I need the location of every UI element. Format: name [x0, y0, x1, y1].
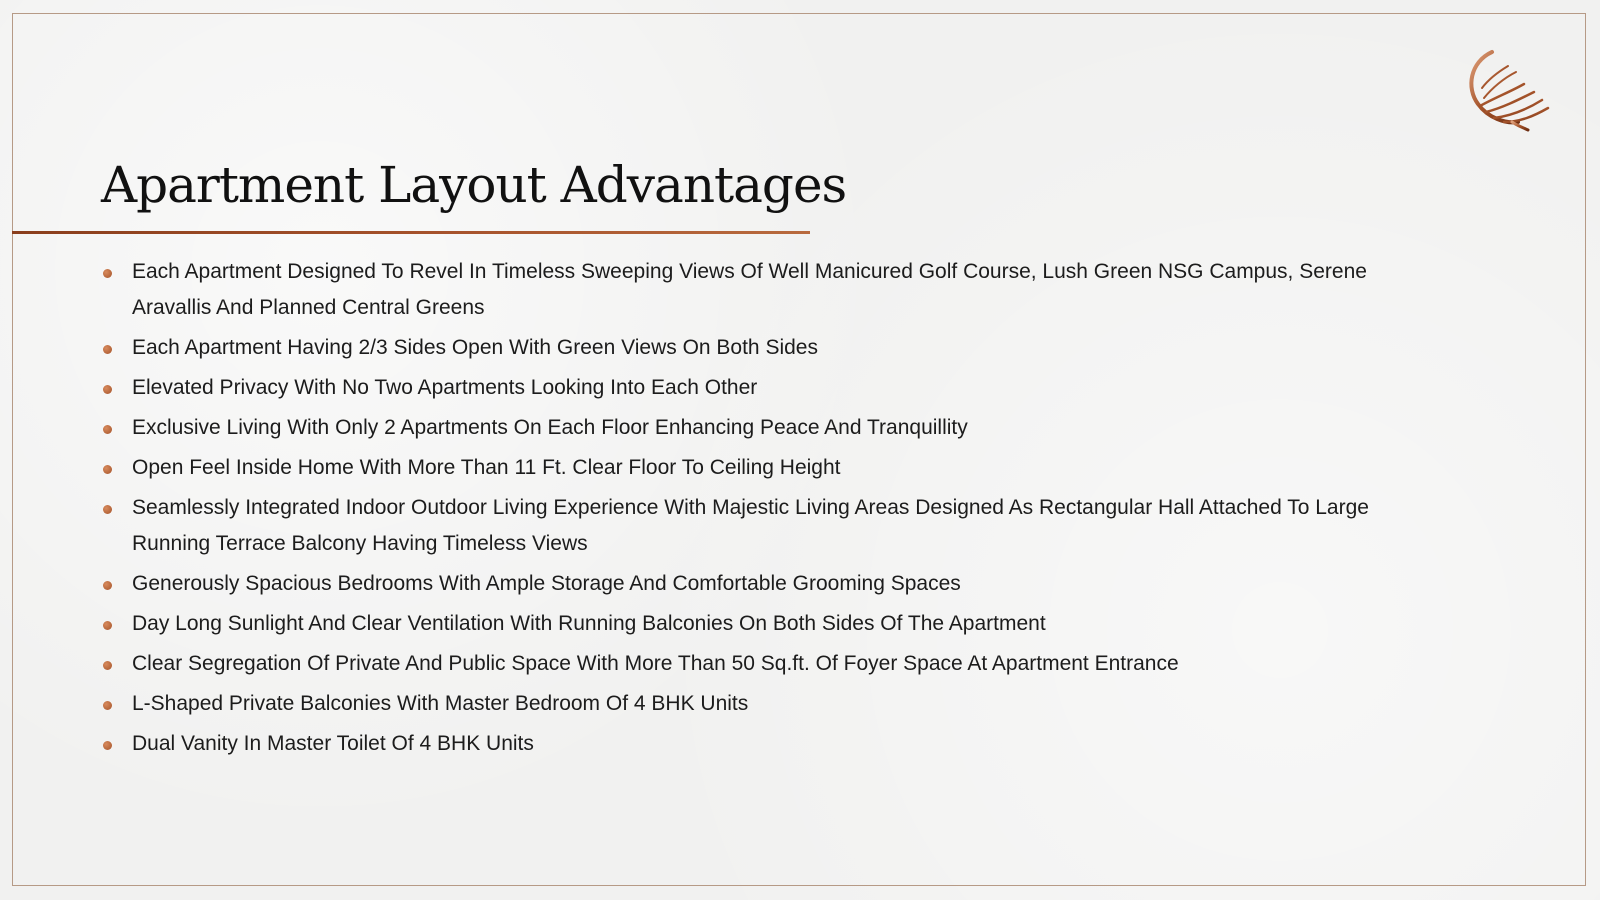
list-item-text: Open Feel Inside Home With More Than 11 Ft. Clear Floor To Ceiling Height — [132, 456, 841, 479]
list-item-text: L-Shaped Private Balconies With Master Bedroom Of 4 BHK Units — [132, 692, 749, 715]
bullet-dot-icon — [103, 385, 112, 394]
list-item — [100, 490, 1400, 562]
advantages-list — [100, 254, 1400, 766]
list-item — [100, 646, 1400, 682]
list-item-text: Dual Vanity In Master Toilet Of 4 BHK Units — [132, 732, 534, 755]
bullet-dot-icon — [103, 505, 112, 514]
list-item — [100, 726, 1400, 762]
feather-leaf-logo-icon — [1462, 48, 1552, 132]
list-item-text: Elevated Privacy With No Two Apartments Looking Into Each Other — [132, 376, 758, 399]
list-item-text: Generously Spacious Bedrooms With Ample Storage And Comfortable Grooming Spaces — [132, 572, 961, 595]
list-item — [100, 330, 1400, 366]
list-item-text: Each Apartment Having 2/3 Sides Open With Green Views On Both Sides — [132, 336, 818, 359]
bullet-dot-icon — [103, 701, 112, 710]
list-item — [100, 686, 1400, 722]
list-item — [100, 254, 1400, 326]
list-item — [100, 566, 1400, 602]
list-item — [100, 450, 1400, 486]
list-item-text: Clear Segregation Of Private And Public Space With More Than 50 Sq.ft. Of Foyer Space At Apartment Entrance — [132, 652, 1179, 675]
bullet-dot-icon — [103, 345, 112, 354]
bullet-dot-icon — [103, 581, 112, 590]
bullet-dot-icon — [103, 269, 112, 278]
list-item-text: Day Long Sunlight And Clear Ventilation With Running Balconies On Both Sides Of The Apartment — [132, 612, 1046, 635]
list-item — [100, 606, 1400, 642]
list-item-text: Exclusive Living With Only 2 Apartments On Each Floor Enhancing Peace And Tranquillity — [132, 416, 968, 439]
bullet-dot-icon — [103, 465, 112, 474]
bullet-dot-icon — [103, 621, 112, 630]
title-underline-divider — [12, 231, 810, 234]
list-item-text: Seamlessly Integrated Indoor Outdoor Living Experience With Majestic Living Areas Designed As Rectangular Hall Attached To Large Running Terrace Balcony Having Timeless Views — [132, 496, 1369, 555]
list-item — [100, 370, 1400, 406]
bullet-dot-icon — [103, 425, 112, 434]
bullet-dot-icon — [103, 741, 112, 750]
list-item — [100, 410, 1400, 446]
bullet-dot-icon — [103, 661, 112, 670]
slide-title: Apartment Layout Advantages — [101, 156, 847, 214]
list-item-text: Each Apartment Designed To Revel In Timeless Sweeping Views Of Well Manicured Golf Course, Lush Green NSG Campus, Serene Aravallis And Planned Central Greens — [132, 260, 1367, 319]
